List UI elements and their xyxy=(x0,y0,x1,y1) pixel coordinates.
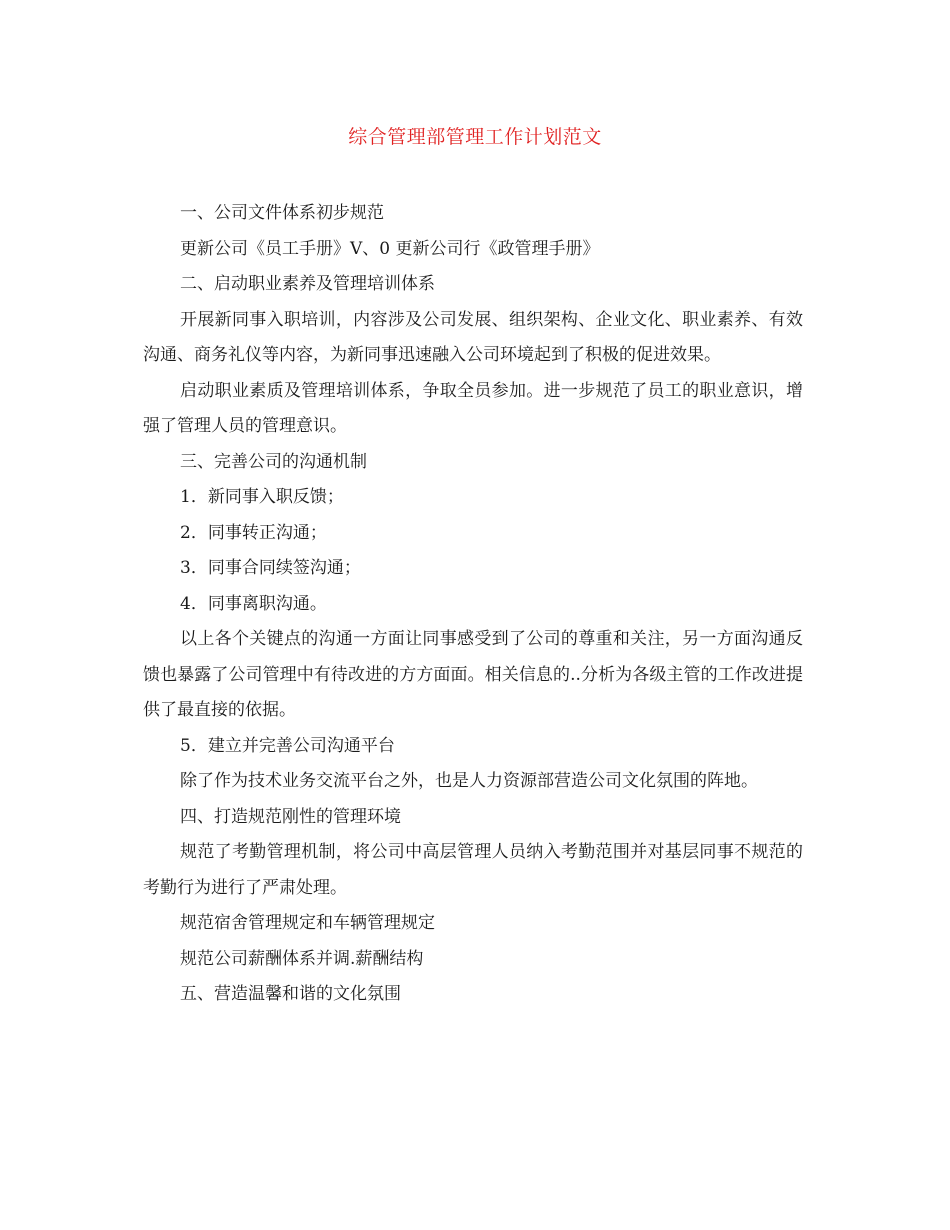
paragraph: 以上各个关键点的沟通一方面让同事感受到了公司的尊重和关注，另一方面沟通反馈也暴露了公司管理中有待改进的方方面面。相关信息的..分析为各级主管的工作改进提供了最直接的依据。 xyxy=(143,629,803,720)
section-heading-5: 五、营造温馨和谐的文化氛围 xyxy=(180,984,401,1004)
list-item: 4．同事离职沟通。 xyxy=(180,593,327,614)
paragraph: 规范了考勤管理机制，将公司中高层管理人员纳入考勤范围并对基层同事不规范的考勤行为进行了严肃处理。 xyxy=(143,842,803,898)
paragraph: 除了作为技术业务交流平台之外，也是人力资源部营造公司文化氛围的阵地。 xyxy=(180,771,758,791)
section-heading-3: 三、完善公司的沟通机制 xyxy=(180,451,367,472)
document-title: 综合管理部管理工作计划范文 xyxy=(348,126,602,148)
paragraph: 启动职业素质及管理培训体系，争取全员参加。进一步规范了员工的职业意识，增强了管理人员的管理意识。 xyxy=(143,380,803,436)
document-body xyxy=(143,196,803,1013)
paragraph: 开展新同事入职培训，内容涉及公司发展、组织架构、企业文化、职业素养、有效沟通、商务礼仪等内容，为新同事迅速融入公司环境起到了积极的促进效果。 xyxy=(143,309,803,365)
list-item: 5．建立并完善公司沟通平台 xyxy=(180,735,395,756)
paragraph: 规范宿舍管理规定和车辆管理规定 xyxy=(180,913,435,933)
list-item: 2．同事转正沟通； xyxy=(180,522,327,543)
paragraph: 更新公司《员工手册》V、0 更新公司行《政管理手册》 xyxy=(180,238,600,259)
paragraph: 规范公司薪酬体系并调.薪酬结构 xyxy=(180,948,424,969)
list-item: 3．同事合同续签沟通； xyxy=(180,558,361,578)
section-heading-2: 二、启动职业素养及管理培训体系 xyxy=(180,274,435,294)
list-item: 1．新同事入职反馈； xyxy=(180,487,344,507)
section-heading-1: 一、公司文件体系初步规范 xyxy=(180,203,384,223)
section-heading-4: 四、打造规范刚性的管理环境 xyxy=(180,806,401,827)
